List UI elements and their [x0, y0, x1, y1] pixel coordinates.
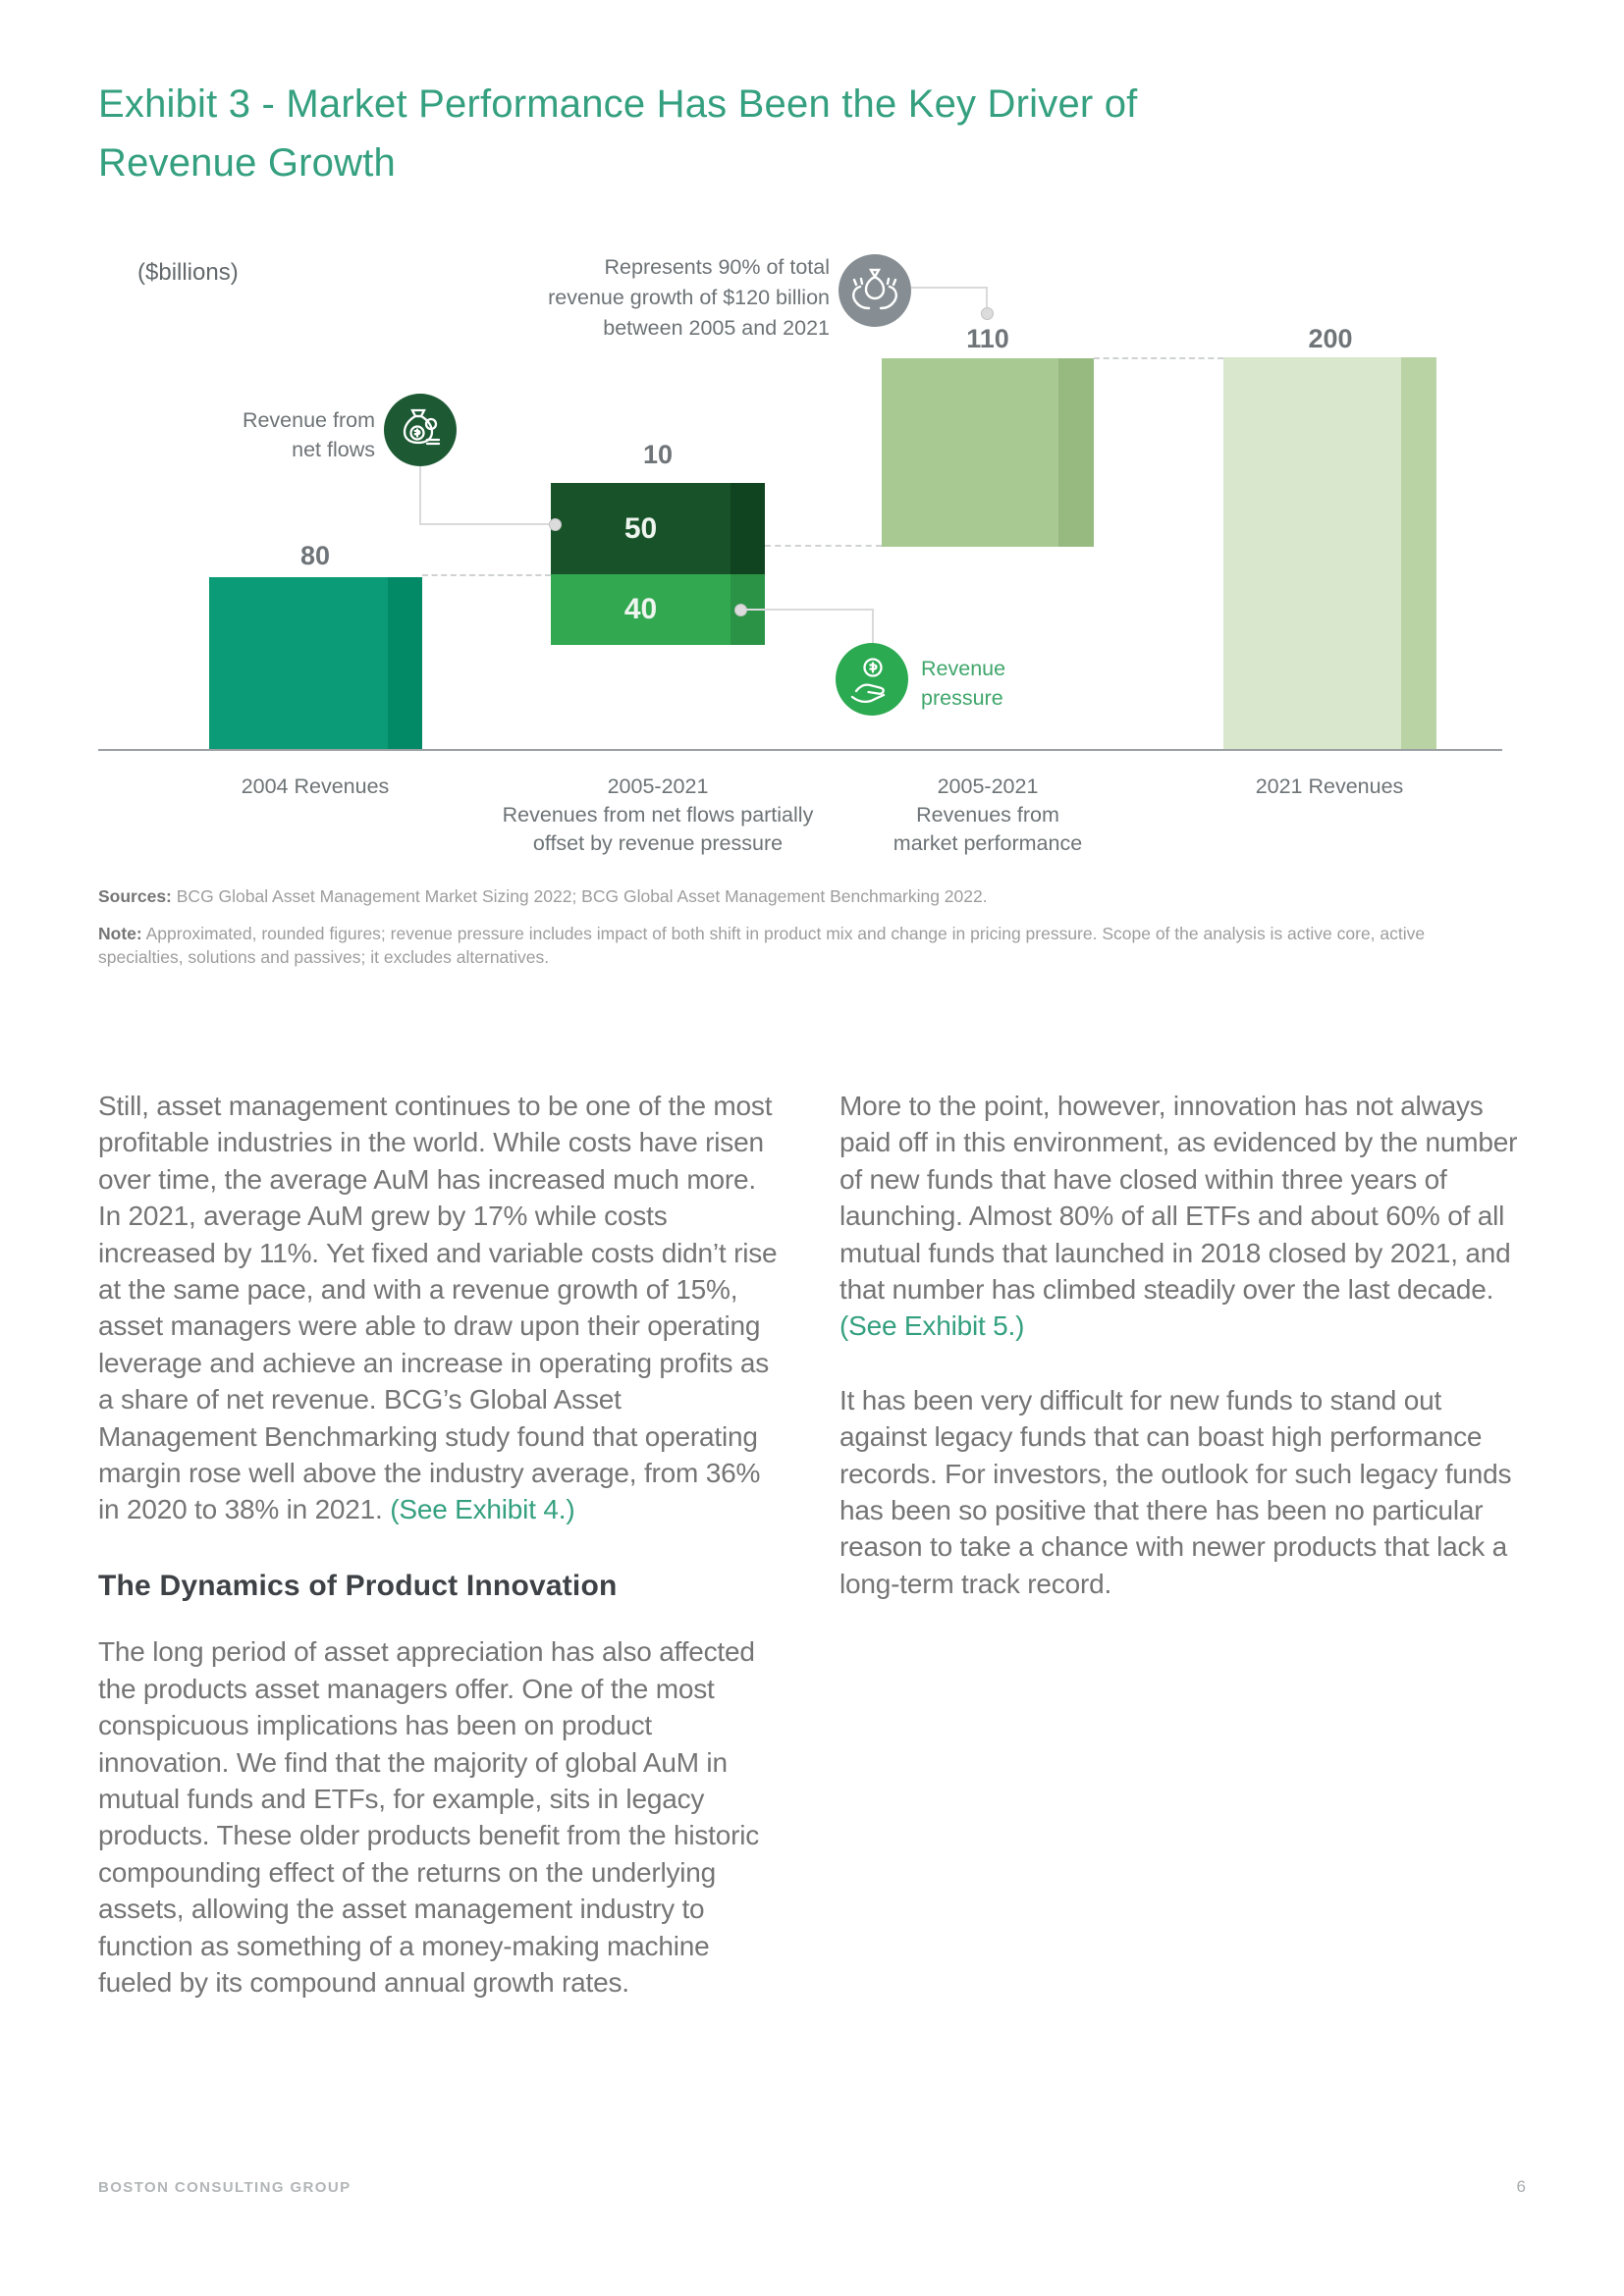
connector-dot [549, 518, 562, 531]
annotation-net-flows [159, 405, 375, 464]
connector-line [744, 609, 874, 611]
segment-label-revenue-pressure: 40 [623, 593, 658, 625]
body-left-column [98, 1088, 785, 2038]
x-label-line: Revenues from net flows partially [502, 803, 814, 827]
bar-shade [388, 577, 422, 750]
x-label-market-performance [840, 773, 1135, 858]
note-line [98, 922, 1512, 969]
connector-dot [981, 307, 994, 320]
paragraph: It has been very difficult for new funds to stand out against legacy funds that can boast high performance records. For investors, the outlook for such legacy funds has been so positive that there has been no particular reason to take a chance with newer products that lack a long-term track record. [839, 1384, 1512, 1599]
x-label-line: market performance [893, 831, 1083, 855]
connector-line [872, 609, 874, 645]
x-label-line: 2005-2021 [607, 774, 709, 798]
section-heading: The Dynamics of Product Innovation [98, 1569, 618, 1602]
footer-page-number: 6 [1516, 2177, 1526, 2196]
x-label-line: 2004 Revenues [241, 774, 390, 798]
sources-label: Sources: [98, 886, 172, 906]
x-label-line: Revenues from [916, 803, 1059, 827]
exhibit-title [98, 75, 1375, 192]
annotation-line: Represents 90% of total [604, 255, 830, 279]
exhibit-title-line2: Revenue Growth [98, 141, 396, 185]
x-label-line: offset by revenue pressure [532, 831, 784, 855]
annotation-line: revenue growth of $120 billion [548, 286, 830, 309]
hands-holding-money-icon [839, 254, 911, 327]
paragraph [98, 1088, 785, 1528]
annotation-line: net flows [292, 438, 375, 461]
connector-line [911, 287, 988, 289]
sources-line [98, 884, 1532, 908]
dashed-connector [1094, 357, 1223, 359]
footer-brand: BOSTON CONSULTING GROUP [98, 2179, 352, 2196]
annotation-line: Revenue from [242, 408, 375, 432]
x-label-2021-revenues [1182, 773, 1477, 801]
dashed-connector [422, 574, 551, 576]
connector-line [419, 523, 552, 525]
x-label-net-flows [437, 773, 879, 858]
bar-shade [1058, 358, 1094, 547]
paragraph-text: More to the point, however, innovation has not always paid off in this environment, as evidenced by the number of new funds that have closed within three years of launching. Almost 80% of all ETFs and about 60% of all mutual funds that launched in 2018 closed by 2021, and that number has climbed steadily over the last decade. [839, 1091, 1518, 1306]
exhibit-title-line1: Exhibit 3 - Market Performance Has Been the Key Driver of [98, 82, 1138, 126]
paragraph-text: Still, asset management continues to be one of the most profitable industries in the world. While costs have risen over time, the average AuM has increased much more. In 2021, average AuM grew by 17% while costs increased by 11%. Yet fixed and variable costs didn’t rise at the same pace, and with a revenue growth of 15%, asset managers were able to draw upon their operating leverage and achieve an increase in operating profits as a share of net revenue. BCG’s Global Asset Management Benchmarking study found that operating margin rose well above the industry average, from 36% in 2020 to 38% in 2021. [98, 1091, 778, 1525]
bar-segment-revenue-pressure [551, 574, 765, 645]
bar-value-label-market: 110 [966, 324, 1009, 353]
bar-shade [1401, 357, 1436, 751]
annotation-line: Revenue [921, 657, 1006, 680]
sources-text: BCG Global Asset Management Market Sizing 2022; BCG Global Asset Management Benchmarking 2022. [171, 886, 988, 906]
note-label: Note: [98, 924, 142, 943]
bar-2021-revenues [1223, 357, 1436, 751]
paragraph [839, 1088, 1527, 1345]
dashed-connector [765, 545, 882, 547]
bar-market-performance [882, 358, 1094, 547]
bar-value-label-2004: 80 [299, 541, 331, 570]
see-exhibit-5-link[interactable]: (See Exhibit 5.) [839, 1310, 1025, 1342]
annotation-line: between 2005 and 2021 [603, 316, 830, 340]
annotation-market-performance [432, 252, 830, 344]
see-exhibit-4-link[interactable]: (See Exhibit 4.) [390, 1494, 575, 1525]
bar-shade [731, 483, 765, 574]
bar-segment-net-flows [551, 483, 765, 574]
bar-2004-revenues [209, 577, 422, 750]
annotation-line: pressure [921, 686, 1003, 710]
chart-unit-label: ($billions) [137, 259, 239, 286]
x-axis-line [98, 749, 1502, 751]
body-right-column [839, 1088, 1527, 1639]
x-label-line: 2005-2021 [937, 774, 1039, 798]
hand-coin-icon [836, 643, 908, 716]
connector-line [419, 466, 421, 525]
annotation-revenue-pressure [921, 654, 1117, 713]
bar-value-label-netflows: 10 [642, 440, 674, 469]
note-text: Approximated, rounded figures; revenue pressure includes impact of both shift in product mix and change in pricing pressure. Scope of the analysis is active core, active specialties, solutions and passives; it excludes alternatives. [98, 924, 1426, 967]
paragraph: The long period of asset appreciation has also affected the products asset managers offer. One of the most conspicuous implications has been on product innovation. We find that the majority of global AuM in mutual funds and ETFs, for example, sits in legacy products. These older products benefit from the historic compounding effect of the returns on the underlying assets, allowing the asset management industry to function as something of a money-making machine fueled by its compound annual growth rates. [98, 1636, 760, 1998]
money-bag-icon [384, 394, 457, 466]
x-label-line: 2021 Revenues [1255, 774, 1404, 798]
bar-value-label-2021: 200 [1308, 324, 1353, 353]
segment-label-net-flows: 50 [623, 511, 658, 545]
x-label-2004-revenues [168, 773, 462, 801]
